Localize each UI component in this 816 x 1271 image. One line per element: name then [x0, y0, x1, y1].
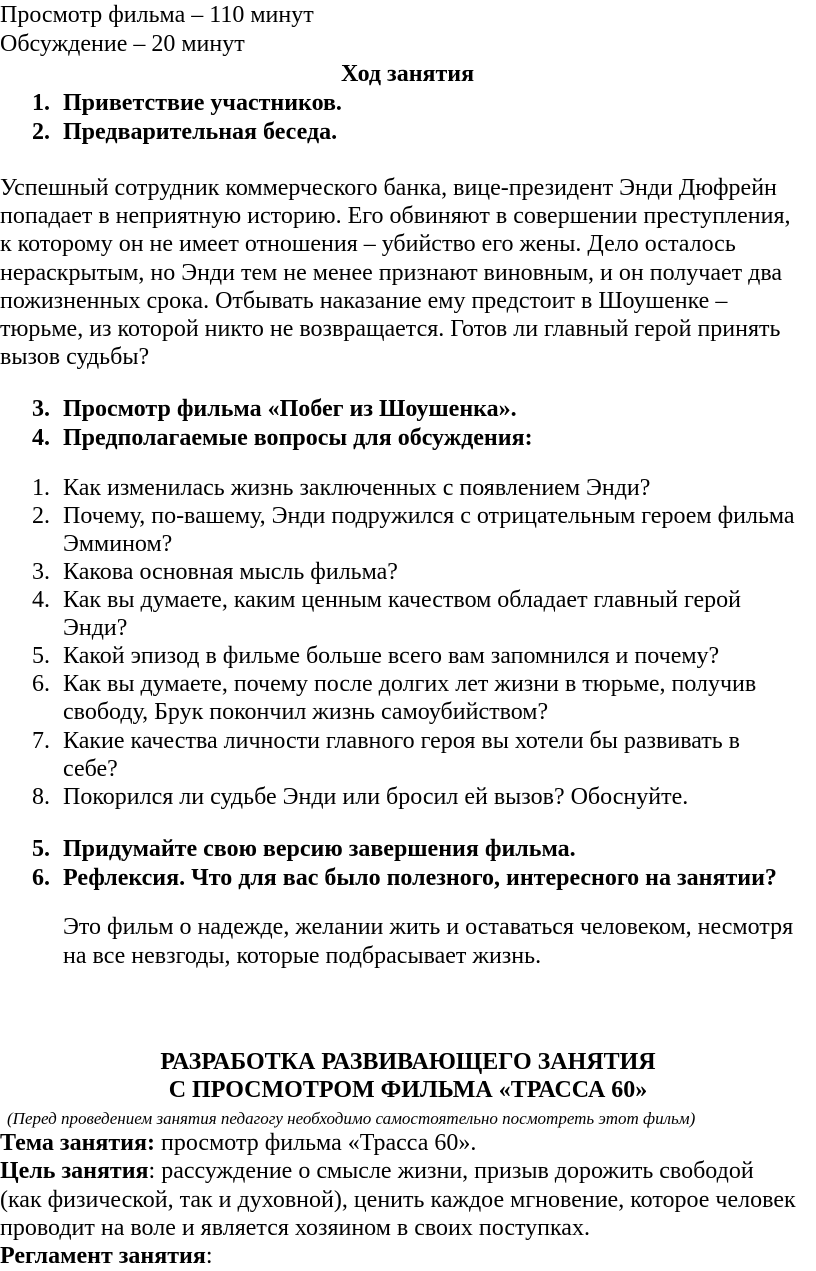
question-text: Эммином? — [63, 531, 173, 557]
question-number: 8. — [32, 784, 50, 810]
topic-text: просмотр фильма «Трасса 60». — [154, 1130, 477, 1156]
step-number: 1. — [32, 90, 50, 116]
schedule-label: Регламент занятия — [0, 1243, 206, 1269]
step-text: Придумайте свою версию завершения фильма. — [63, 836, 576, 862]
intro-line: Успешный сотрудник коммерческого банка, вице-президент Энди Дюфрейн — [0, 175, 777, 201]
step-number: 4. — [32, 425, 50, 451]
question-number: 4. — [32, 587, 50, 613]
question-text: Какова основная мысль фильма? — [63, 559, 398, 585]
step-text: Рефлексия. Что для вас было полезного, интересного на занятии? — [63, 865, 777, 891]
question-text: себе? — [63, 756, 118, 782]
question-text: Энди? — [63, 615, 128, 641]
topic-line — [0, 1129, 476, 1158]
step-number: 2. — [32, 119, 50, 145]
question-number: 3. — [32, 559, 50, 585]
topic-label: Тема занятия: — [0, 1130, 155, 1156]
teacher-note: (Перед проведением занятия педагогу необходимо самостоятельно посмотреть этот фильм) — [7, 1109, 696, 1128]
question-text: Как изменилась жизнь заключенных с появлением Энди? — [63, 475, 651, 501]
question-number: 1. — [32, 475, 50, 501]
duration-film: Просмотр фильма – 110 минут — [0, 2, 314, 28]
step-text: Приветствие участников. — [63, 90, 342, 116]
step-number: 6. — [32, 865, 50, 891]
schedule-colon: : — [205, 1243, 213, 1269]
step-text: Предполагаемые вопросы для обсуждения: — [63, 425, 533, 451]
goal-line: (как физической, так и духовной), ценить каждое мгновение, которое человек — [0, 1187, 796, 1213]
conclusion-line: на все невзгоды, которые подбрасывает жизнь. — [63, 943, 542, 969]
step-text: Предварительная беседа. — [63, 119, 338, 145]
conclusion-line: Это фильм о надежде, желании жить и оставаться человеком, несмотря — [63, 914, 794, 940]
intro-line: пожизненных срока. Отбывать наказание ему предстоит в Шоушенке – — [0, 288, 728, 314]
question-number: 6. — [32, 671, 50, 697]
step-number: 5. — [32, 836, 50, 862]
intro-line: нераскрытым, но Энди тем не менее признают виновным, и он получает два — [0, 260, 782, 286]
goal-label: Цель занятия — [0, 1158, 149, 1184]
section-title-line1: РАЗРАБОТКА РАЗВИВАЮЩЕГО ЗАНЯТИЯ — [160, 1049, 656, 1075]
goal-line: проводит на воле и является хозяином в своих поступках. — [0, 1215, 590, 1241]
schedule-line — [0, 1242, 213, 1271]
goal-text: : рассуждение о смысле жизни, призыв дорожить свободой — [148, 1158, 754, 1184]
intro-line: вызов судьбы? — [0, 344, 150, 370]
goal-line — [0, 1157, 754, 1186]
question-text: свободу, Брук покончил жизнь самоубийством? — [63, 699, 549, 725]
intro-line: тюрьме, из которой никто не возвращается. Готов ли главный герой принять — [0, 316, 781, 342]
question-number: 2. — [32, 503, 50, 529]
intro-line: попадает в неприятную историю. Его обвиняют в совершении преступления, — [0, 203, 791, 229]
question-number: 5. — [32, 643, 50, 669]
question-text: Покорился ли судьбе Энди или бросил ей вызов? Обоснуйте. — [63, 784, 689, 810]
step-number: 3. — [32, 396, 50, 422]
step-text: Просмотр фильма «Побег из Шоушенка». — [63, 396, 517, 422]
question-text: Какой эпизод в фильме больше всего вам запомнился и почему? — [63, 643, 720, 669]
question-number: 7. — [32, 728, 50, 754]
question-text: Как вы думаете, почему после долгих лет жизни в тюрьме, получив — [63, 671, 757, 697]
question-text: Как вы думаете, каким ценным качеством обладает главный герой — [63, 587, 741, 613]
duration-discussion: Обсуждение – 20 минут — [0, 31, 245, 57]
question-text: Почему, по-вашему, Энди подружился с отрицательным героем фильма — [63, 503, 795, 529]
lesson-flow-title: Ход занятия — [341, 61, 475, 87]
intro-line: к которому он не имеет отношения – убийство его жены. Дело осталось — [0, 231, 736, 257]
question-text: Какие качества личности главного героя вы хотели бы развивать в — [63, 728, 741, 754]
section-title-line2: С ПРОСМОТРОМ ФИЛЬМА «ТРАССА 60» — [168, 1077, 648, 1103]
